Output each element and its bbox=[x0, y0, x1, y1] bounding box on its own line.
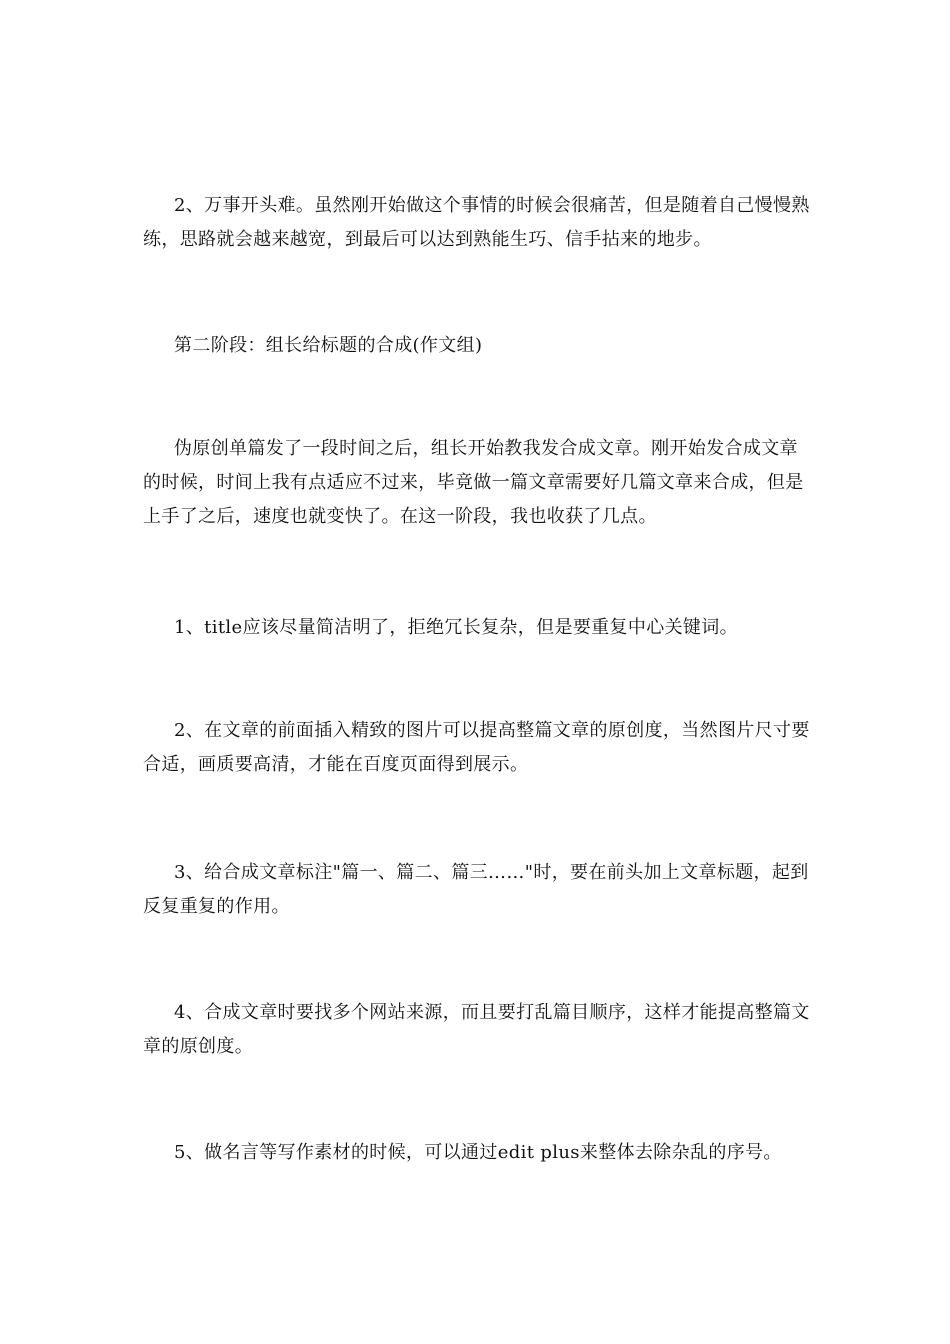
paragraph-point-3-labels: 3、给合成文章标注"篇一、篇二、篇三……"时，要在前头加上文章标题，起到反复重复的作用。 bbox=[143, 862, 809, 917]
paragraph-point-2-beginning-hard: 2、万事开头难。虽然刚开始做这个事情的时候会很痛苦，但是随着自己慢慢熟练，思路就会越来越宽，到最后可以达到熟能生巧、信手拈来的地步。 bbox=[143, 195, 810, 250]
paragraph-point-4-sources: 4、合成文章时要找多个网站来源，而且要打乱篇目顺序，这样才能提高整篇文章的原创度。 bbox=[143, 1002, 810, 1057]
paragraph-point-1-title: 1、title应该尽量简洁明了，拒绝冗长复杂，但是要重复中心关键词。 bbox=[174, 617, 738, 638]
paragraph-point-2-images: 2、在文章的前面插入精致的图片可以提高整篇文章的原创度，当然图片尺寸要合适，画质要高清，才能在百度页面得到展示。 bbox=[143, 720, 810, 775]
paragraph-stage-two-intro: 伪原创单篇发了一段时间之后，组长开始教我发合成文章。刚开始发合成文章的时候，时间上我有点适应不过来，毕竟做一篇文章需要好几篇文章来合成，但是上手了之后，速度也就变快了。在这一阶段，我也收获了几点。 bbox=[143, 438, 804, 527]
section-heading-stage-two: 第二阶段：组长给标题的合成(作文组) bbox=[174, 335, 483, 356]
paragraph-point-5-editplus: 5、做名言等写作素材的时候，可以通过edit plus来整体去除杂乱的序号。 bbox=[174, 1142, 782, 1163]
